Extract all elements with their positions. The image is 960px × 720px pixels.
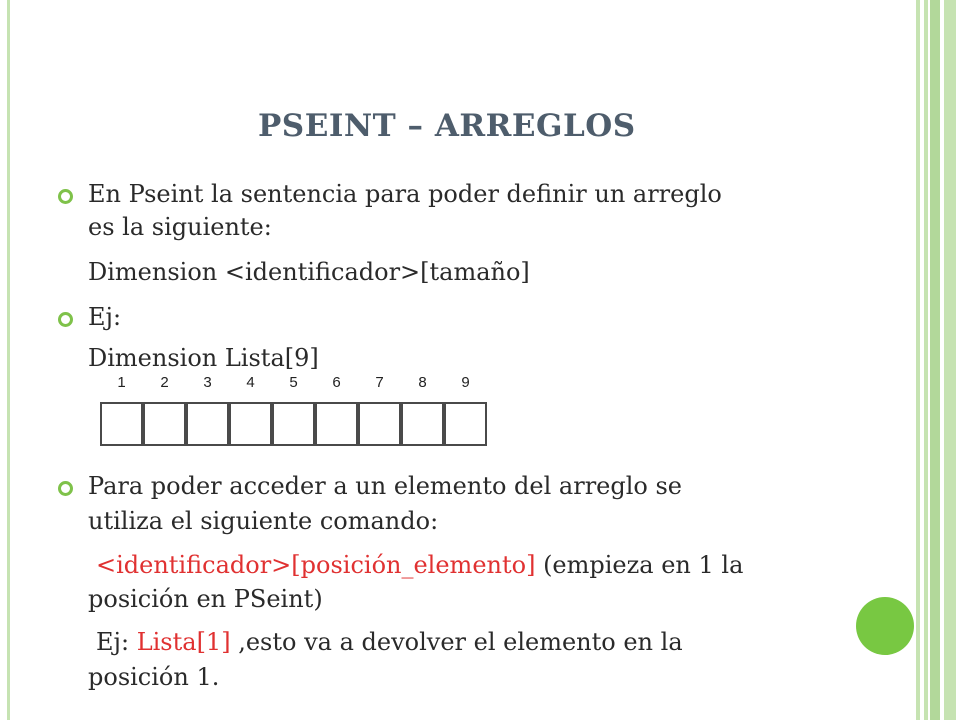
- example-access-line: [96, 626, 683, 659]
- example-access-continuation: posición 1.: [88, 663, 220, 691]
- bullet-continuation: es la siguiente:: [88, 213, 272, 241]
- array-index: 9: [461, 374, 470, 391]
- access-syntax-line: [96, 549, 743, 582]
- bullet-text: Para poder acceder a un elemento del arreglo se: [88, 472, 682, 500]
- array-index: 7: [375, 374, 384, 391]
- array-cell: [229, 402, 272, 446]
- right-stripe: [924, 0, 928, 720]
- array-cell: [401, 402, 444, 446]
- array-cell: [315, 402, 358, 446]
- array-index: 1: [117, 374, 126, 391]
- access-syntax: <identificador>[posición_elemento]: [96, 551, 536, 579]
- array-index: 5: [289, 374, 298, 391]
- decorative-circle: [856, 597, 914, 655]
- array-index: 2: [160, 374, 169, 391]
- bullet-continuation: utiliza el siguiente comando:: [88, 507, 439, 535]
- bullet-ring-icon: [58, 189, 73, 204]
- syntax-definition: Dimension <identificador>[tamaño]: [88, 258, 530, 286]
- right-stripe: [916, 0, 920, 720]
- array-cell: [100, 402, 143, 446]
- array-index: 8: [418, 374, 427, 391]
- array-cell: [358, 402, 401, 446]
- access-syntax-continuation: posición en PSeint): [88, 585, 323, 613]
- array-diagram: [100, 374, 494, 450]
- array-index: 6: [332, 374, 341, 391]
- right-stripe: [930, 0, 940, 720]
- array-index: 3: [203, 374, 212, 391]
- array-cell: [186, 402, 229, 446]
- bullet-text: Ej:: [88, 303, 122, 331]
- example-access-prefix: Ej:: [96, 628, 137, 656]
- access-syntax-note: (empieza en 1 la: [535, 551, 744, 579]
- left-border-line: [7, 0, 10, 720]
- bullet-ring-icon: [58, 312, 73, 327]
- array-cell: [272, 402, 315, 446]
- bullet-text: En Pseint la sentencia para poder definir un arreglo: [88, 180, 722, 208]
- example-access-suffix: ,esto va a devolver el elemento en la: [230, 628, 683, 656]
- array-cell: [444, 402, 487, 446]
- example-definition: Dimension Lista[9]: [88, 344, 319, 372]
- slide-title: PSEINT – ARREGLOS: [258, 108, 636, 144]
- right-stripe: [944, 0, 956, 720]
- bullet-ring-icon: [58, 481, 73, 496]
- array-cell: [143, 402, 186, 446]
- array-index: 4: [246, 374, 255, 391]
- example-access-code: Lista[1]: [136, 628, 231, 656]
